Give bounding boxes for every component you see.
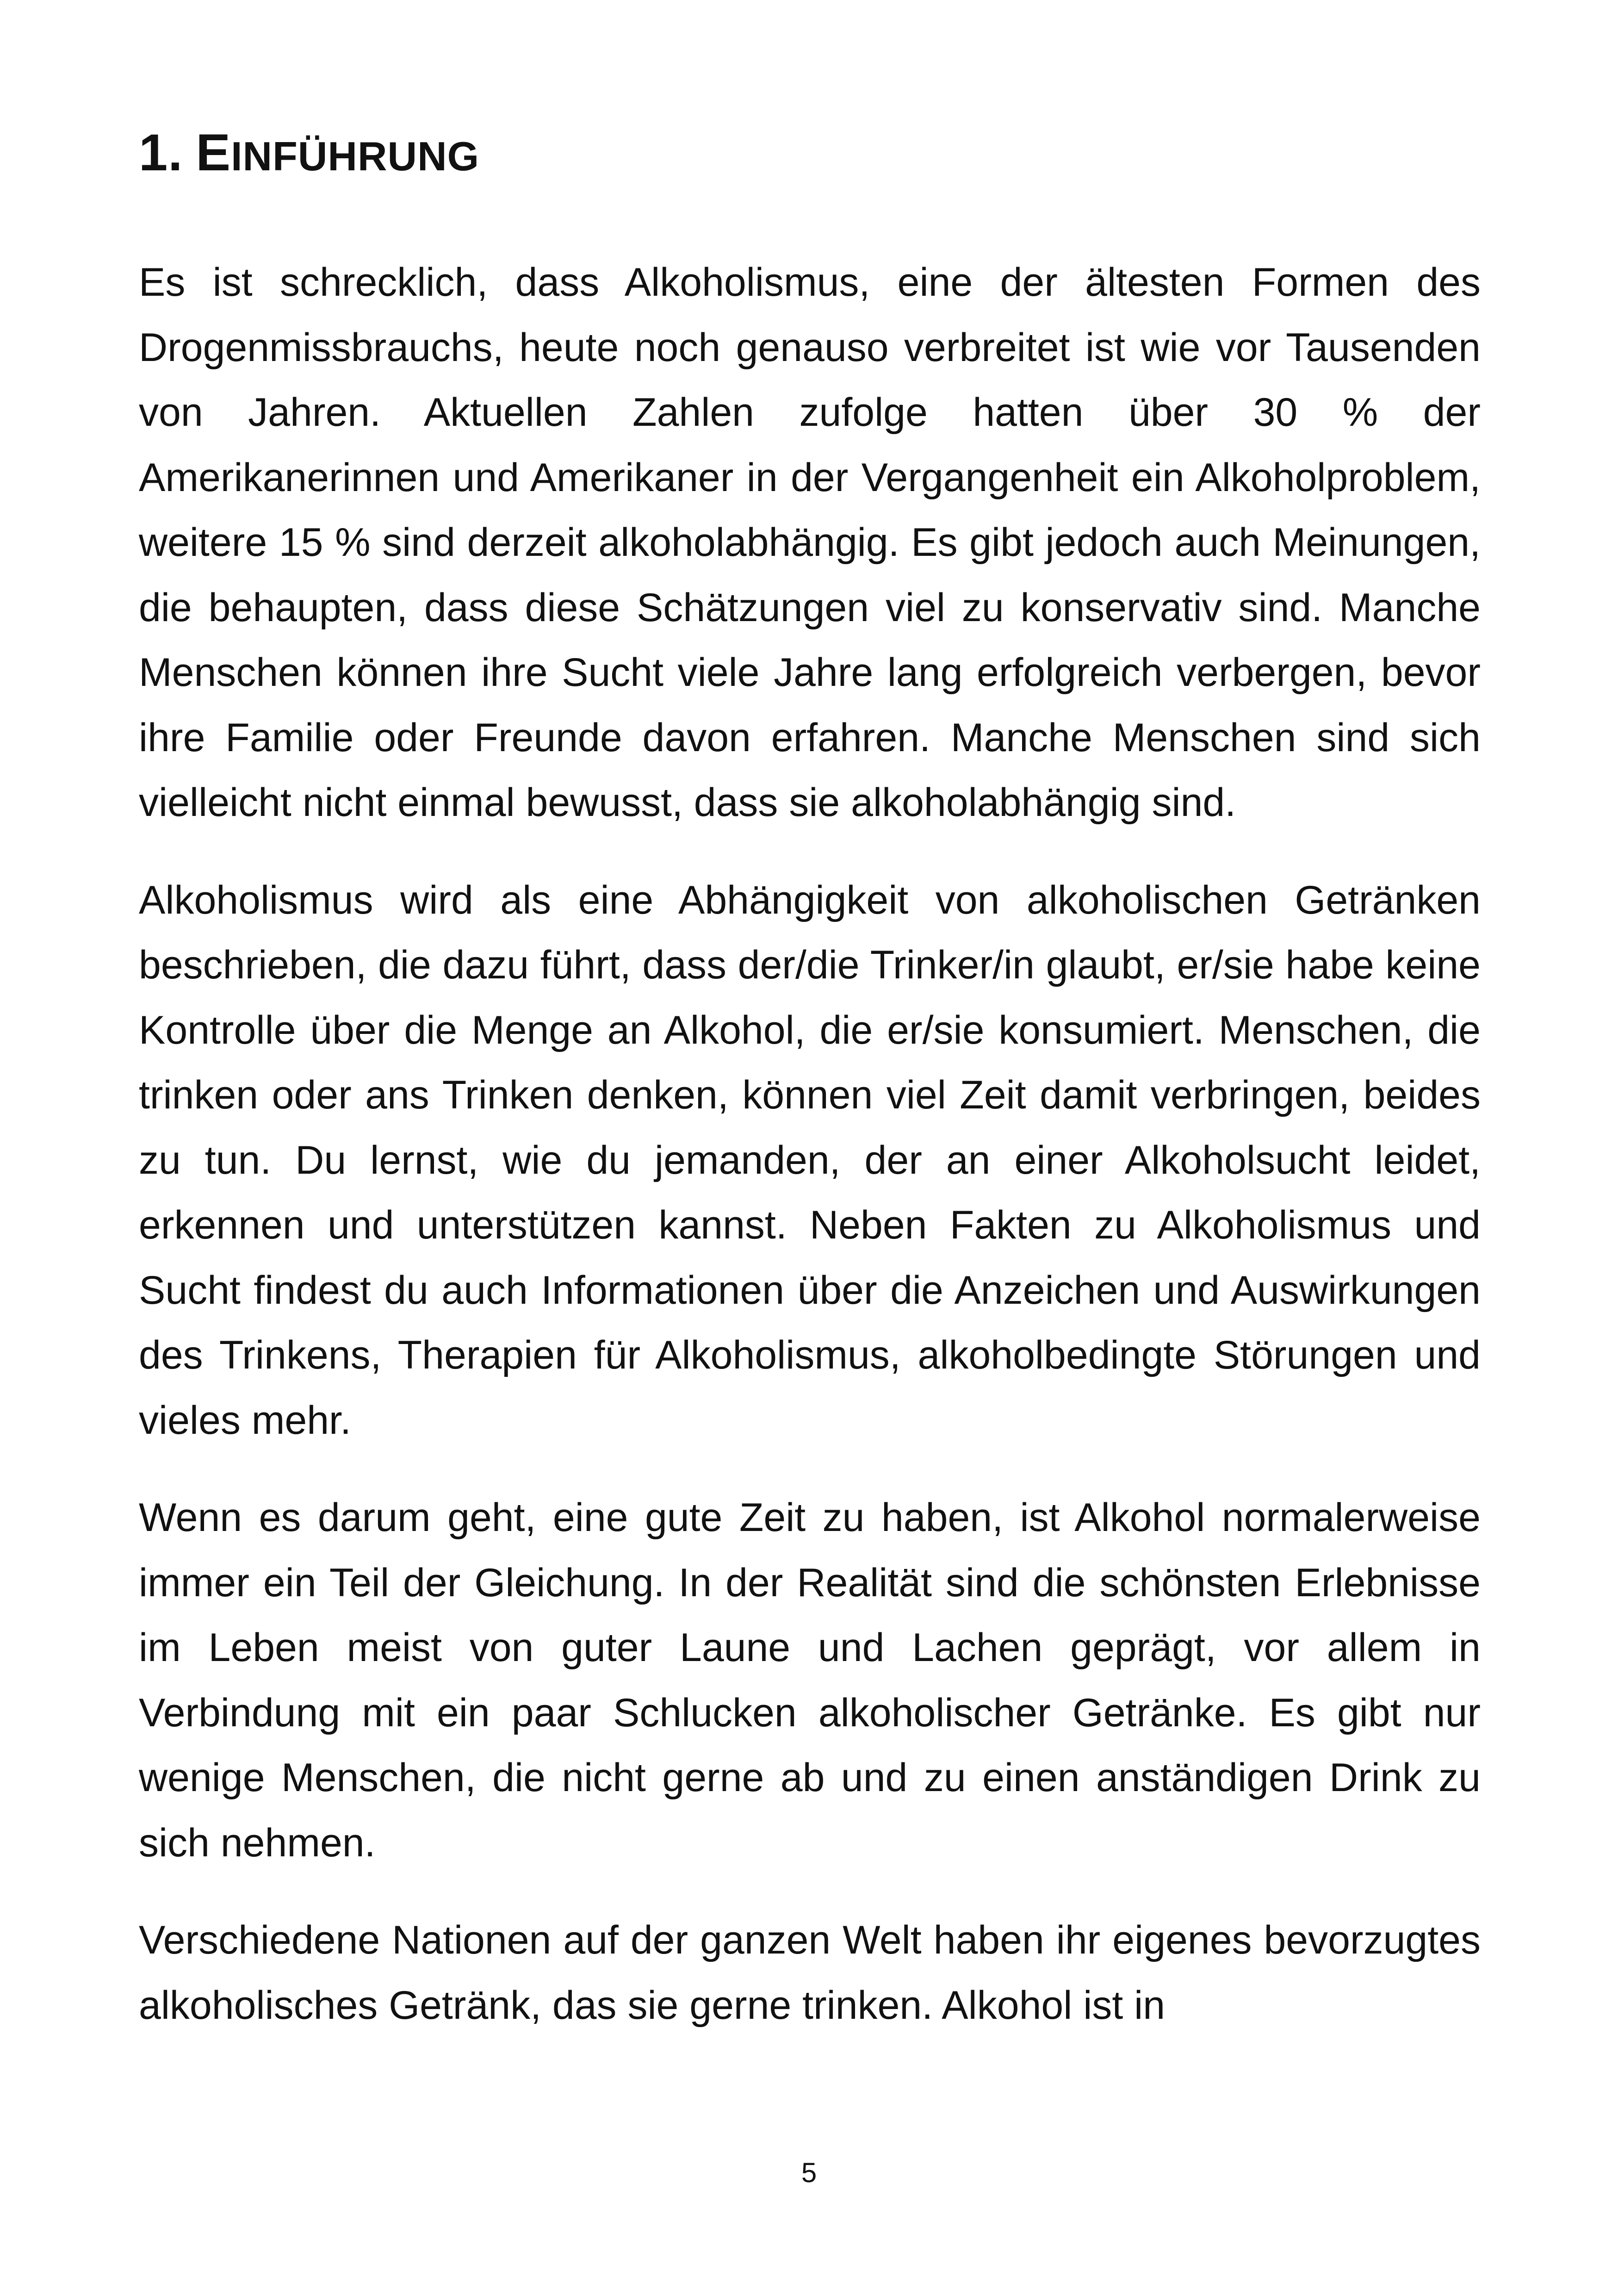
paragraph-1: Es ist schrecklich, dass Alkoholismus, eine der ältesten Formen des Drogenmissbrauchs, heute noch genauso verbreitet ist wie vor Tausenden von Jahren. Aktuellen Zahlen zufolge hatten über 30 % der Amerikanerinnen und Amerikaner in der Vergangenheit ein Alkoholproblem, weitere 15 % sind derzeit alkoholabhängig. Es gibt jedoch auch Meinungen, die behaupten, dass diese Schätzungen viel zu konservativ sind. Manche Menschen können ihre Sucht viele Jahre lang erfolgreich verbergen, bevor ihre Familie oder Freunde davon erfahren. Manche Menschen sind sich vielleicht nicht einmal bewusst, dass sie alkoholabhängig sind.	[139, 260, 1481, 825]
paragraph-4: Verschiedene Nationen auf der ganzen Welt haben ihr eigenes bevorzugtes alkoholisches Getränk, das sie gerne trinken. Alkohol ist in	[139, 1918, 1481, 2028]
chapter-title-initial: E	[196, 124, 231, 181]
chapter-number: 1.	[139, 124, 183, 181]
paragraph-2: Alkoholismus wird als eine Abhängigkeit von alkoholischen Getränken beschrieben, die dazu führt, dass der/die Trinker/in glaubt, er/sie habe keine Kontrolle über die Menge an Alkohol, die er/sie konsumiert. Menschen, die trinken oder ans Trinken denken, können viel Zeit damit verbringen, beides zu tun. Du lernst, wie du jemanden, der an einer Alkoholsucht leidet, erkennen und unterstützen kannst. Neben Fakten zu Alkoholismus und Sucht findest du auch Informationen über die Anzeichen und Auswirkungen des Trinkens, Therapien für Alkoholismus, alkoholbedingte Störungen und vieles mehr.	[139, 877, 1481, 1443]
body-text	[139, 250, 1481, 2070]
chapter-title-rest: INFÜHRUNG	[231, 133, 480, 179]
paragraph-3: Wenn es darum geht, eine gute Zeit zu haben, ist Alkohol normalerweise immer ein Teil der Gleichung. In der Realität sind die schönsten Erlebnisse im Leben meist von guter Laune und Lachen geprägt, vor allem in Verbindung mit ein paar Schlucken alkoholischer Getränke. Es gibt nur wenige Menschen, die nicht gerne ab und zu einen anständigen Drink zu sich nehmen.	[139, 1495, 1481, 1865]
page-number: 5	[801, 2157, 817, 2188]
chapter-heading	[139, 118, 479, 191]
